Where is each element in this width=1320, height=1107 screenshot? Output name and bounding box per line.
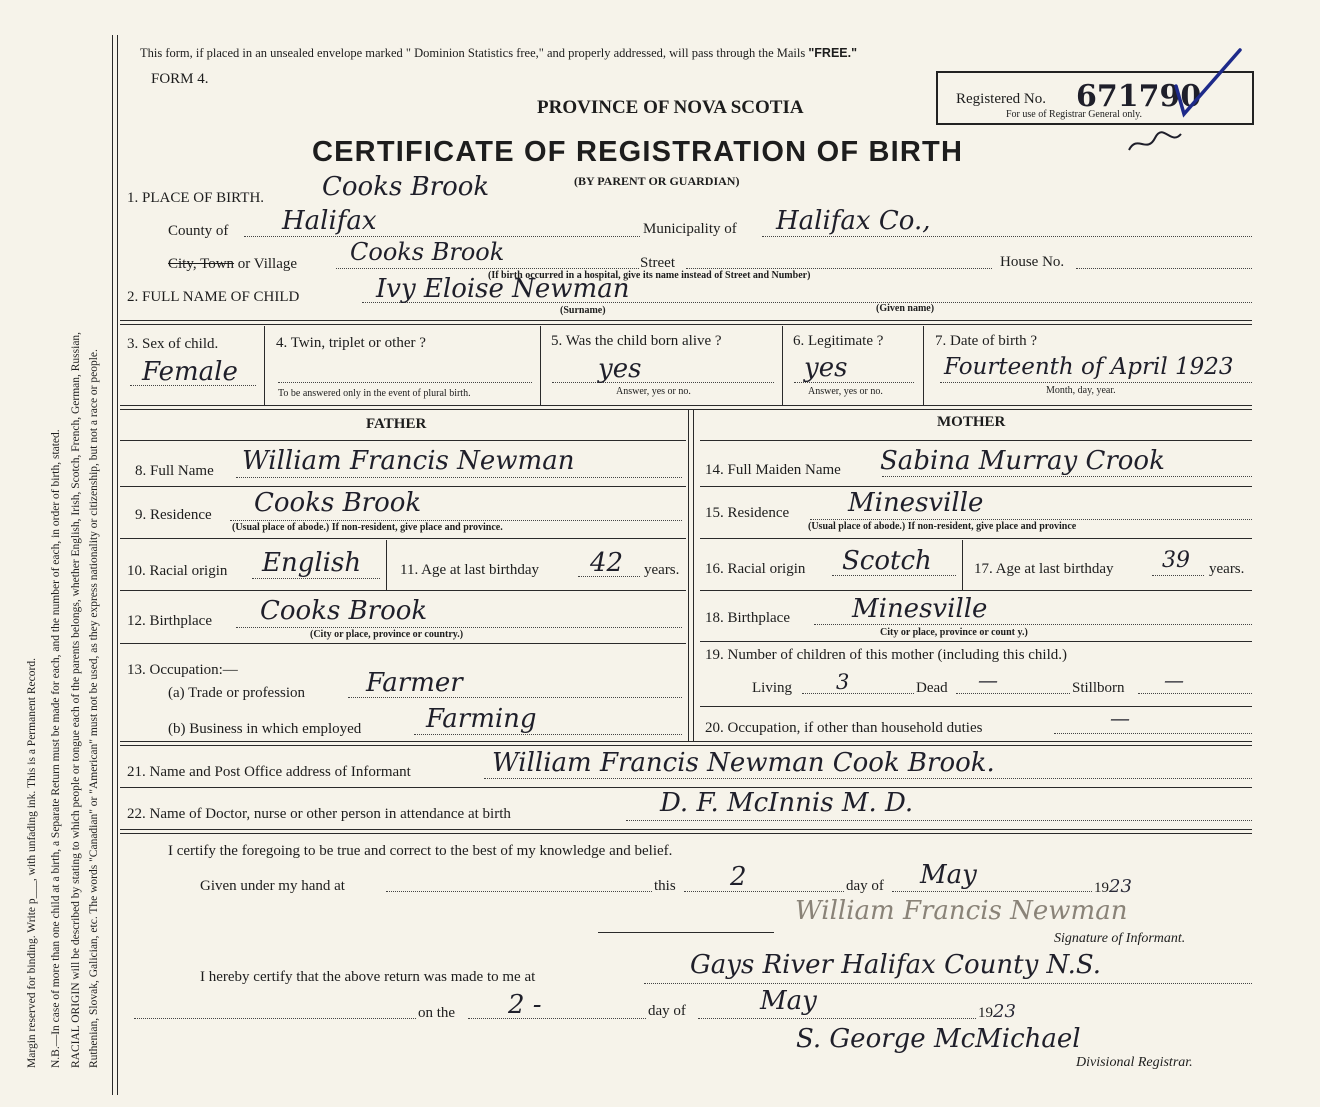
mother-occupation-value: — — [1110, 706, 1130, 730]
informant-value: William Francis Newman Cook Brook. — [492, 748, 995, 778]
mother-residence-label: 15. Residence — [705, 505, 790, 521]
mother-residence-value: Minesville — [848, 488, 984, 518]
born-alive-label: 5. Was the child born alive ? — [551, 333, 722, 349]
dead-value: — — [978, 668, 998, 692]
father-residence-label: 9. Residence — [135, 507, 212, 523]
legitimate-value: yes — [804, 353, 848, 383]
county-value: Halifax — [282, 206, 377, 236]
father-residence-note: (Usual place of abode.) If non-resident, give place and province. — [232, 522, 503, 533]
informant-signature-label: Signature of Informant. — [1054, 931, 1186, 946]
born-alive-value: yes — [598, 354, 642, 384]
registration-place-value: Gays River Halifax County N.S. — [690, 950, 1102, 980]
father-name-value: William Francis Newman — [242, 446, 575, 476]
father-business-value: Farming — [426, 704, 537, 734]
registrar-initial-icon — [1125, 128, 1185, 158]
father-heading: FATHER — [366, 416, 427, 432]
place-of-birth-label: 1. PLACE OF BIRTH. — [127, 190, 265, 206]
province-heading: PROVINCE OF NOVA SCOTIA — [537, 97, 804, 118]
father-age-value: 42 — [590, 548, 624, 578]
dead-label: Dead — [916, 680, 948, 696]
place-of-birth-value: Cooks Brook — [322, 172, 490, 202]
mother-occupation-label: 20. Occupation, if other than household duties — [705, 720, 983, 736]
day-of-label: day of — [846, 878, 884, 894]
date-of-birth-value: Fourteenth of April 1923 — [944, 354, 1234, 380]
city-town-struck: City, Town — [168, 256, 235, 272]
registration-month-value: May — [760, 986, 817, 1016]
mother-name-label: 14. Full Maiden Name — [705, 462, 841, 478]
margin-rule — [112, 35, 113, 1095]
doctor-value: D. F. McInnis M. D. — [660, 788, 914, 818]
day-of2-label: day of — [648, 1003, 686, 1019]
on-the-label: on the — [418, 1005, 456, 1021]
registrar-general-note: For use of Registrar General only. — [1006, 109, 1142, 120]
certificate-title: CERTIFICATE OF REGISTRATION OF BIRTH — [312, 136, 964, 168]
registration-year — [978, 1001, 1016, 1022]
mother-birthplace-label: 18. Birthplace — [705, 610, 790, 626]
certificate-subtitle: (BY PARENT OR GUARDIAN) — [574, 174, 740, 188]
mother-age-value: 39 — [1162, 548, 1190, 573]
date-of-birth-label: 7. Date of birth ? — [935, 333, 1038, 349]
house-number-label: House No. — [1000, 254, 1065, 270]
child-name-value: Ivy Eloise Newman — [376, 274, 630, 304]
mother-name-value: Sabina Murray Crook — [880, 446, 1165, 476]
father-years-label: years. — [644, 562, 680, 578]
street-label: Street — [640, 255, 675, 271]
stillborn-value: — — [1164, 668, 1184, 692]
given-under-hand-label: Given under my hand at — [200, 878, 345, 894]
mother-years-label: years. — [1209, 561, 1245, 577]
date-of-birth-note: Month, day, year. — [1046, 385, 1116, 396]
living-label: Living — [752, 680, 792, 696]
margin-rule-inner — [117, 35, 118, 1095]
mail-notice-free: "FREE." — [808, 46, 858, 60]
father-age-label: 11. Age at last birthday — [400, 562, 539, 578]
father-race-label: 10. Racial origin — [127, 563, 228, 579]
form-number: FORM 4. — [151, 71, 209, 87]
year2-prefix: 19 — [978, 1005, 993, 1021]
this-label: this — [654, 878, 676, 894]
sex-label: 3. Sex of child. — [127, 336, 219, 352]
mother-age-label: 17. Age at last birthday — [974, 561, 1114, 577]
county-label: County of — [168, 223, 229, 239]
year-value: 23 — [1109, 876, 1132, 897]
father-trade-value: Farmer — [366, 668, 463, 698]
mother-race-value: Scotch — [842, 546, 932, 576]
mother-birthplace-value: Minesville — [852, 594, 988, 624]
registered-label: Registered No. — [956, 91, 1046, 107]
certify-month-value: May — [920, 860, 977, 890]
informant-signature: William Francis Newman — [795, 896, 1128, 926]
registrar-signature: S. George McMichael — [796, 1024, 1081, 1054]
stillborn-label: Stillborn — [1072, 680, 1125, 696]
father-trade-label: (a) Trade or profession — [168, 685, 306, 701]
mother-children-label: 19. Number of children of this mother (including this child.) — [705, 647, 1068, 663]
mother-birthplace-note: City or place, province or count y.) — [880, 627, 1028, 638]
city-town-village-label — [168, 256, 297, 273]
margin-note-plural: N.B.—In case of more than one child at a birth, a Separate Return must be made for each, and the number of each, in order of birth, stated. — [50, 429, 62, 1068]
living-value: 3 — [836, 670, 850, 694]
divisional-registrar-label: Divisional Registrar. — [1076, 1055, 1193, 1070]
father-name-label: 8. Full Name — [135, 463, 214, 479]
municipality-value: Halifax Co., — [776, 206, 931, 236]
mother-race-label: 16. Racial origin — [705, 561, 806, 577]
certify-day-value: 2 — [730, 862, 747, 892]
village-label: or Village — [237, 256, 298, 272]
margin-note-racial: RACIAL ORIGIN will be described by stating to which people or tongue each of the parents belongs, whether English, Irish, Scotch, French, German, Russian, — [70, 331, 82, 1068]
born-alive-answer-note: Answer, yes or no. — [616, 386, 691, 397]
check-mark-icon — [1170, 46, 1246, 122]
twin-label: 4. Twin, triplet or other ? — [276, 335, 426, 351]
village-value: Cooks Brook — [350, 238, 505, 266]
father-birthplace-note: (City or place, province or country.) — [310, 629, 464, 640]
father-race-value: English — [262, 548, 362, 578]
registered-number: 671790 — [1076, 79, 1202, 114]
legitimate-label: 6. Legitimate ? — [793, 333, 884, 349]
hereby-certify-label: I hereby certify that the above return was made to me at — [200, 969, 536, 985]
informant-label: 21. Name and Post Office address of Informant — [127, 764, 411, 780]
year2-value: 23 — [993, 1001, 1016, 1022]
margin-note-racial-cont: Ruthenian, Slovak, Galician, etc. The words "Canadian" or "American" must not be used, as they express nationality or citizenship, but not a race or people. — [88, 349, 100, 1068]
hospital-note: (If birth occurred in a hospital, give its name instead of Street and Number) — [488, 270, 811, 281]
mother-heading: MOTHER — [937, 414, 1006, 430]
legitimate-answer-note: Answer, yes or no. — [808, 386, 883, 397]
margin-note-binding: Margin reserved for binding. Write p___, with unfading ink. This is a Permanent Record. — [26, 658, 38, 1068]
sex-value: Female — [142, 357, 238, 387]
twin-note: To be answered only in the event of plural birth. — [278, 388, 471, 399]
certify-year — [1094, 876, 1132, 897]
father-business-label: (b) Business in which employed — [168, 721, 362, 737]
municipality-label: Municipality of — [643, 221, 737, 237]
child-name-label: 2. FULL NAME OF CHILD — [127, 289, 300, 305]
doctor-label: 22. Name of Doctor, nurse or other person in attendance at birth — [127, 806, 511, 822]
mail-notice: This form, if placed in an unsealed envelope marked " Dominion Statistics free," and properly addressed, will pass through the Mails "FREE." — [140, 46, 858, 60]
father-occupation-label: 13. Occupation:— — [127, 662, 238, 678]
father-residence-value: Cooks Brook — [254, 488, 422, 518]
father-birthplace-value: Cooks Brook — [260, 596, 428, 626]
certify-statement: I certify the foregoing to be true and correct to the best of my knowledge and belief. — [168, 843, 673, 859]
given-name-note: (Given name) — [876, 303, 935, 314]
year-prefix: 19 — [1094, 880, 1109, 896]
mother-residence-note: (Usual place of abode.) If non-resident, give place and province — [808, 521, 1077, 532]
registration-day-value: 2 - — [508, 990, 542, 1020]
surname-note: (Surname) — [560, 305, 606, 316]
father-birthplace-label: 12. Birthplace — [127, 613, 212, 629]
